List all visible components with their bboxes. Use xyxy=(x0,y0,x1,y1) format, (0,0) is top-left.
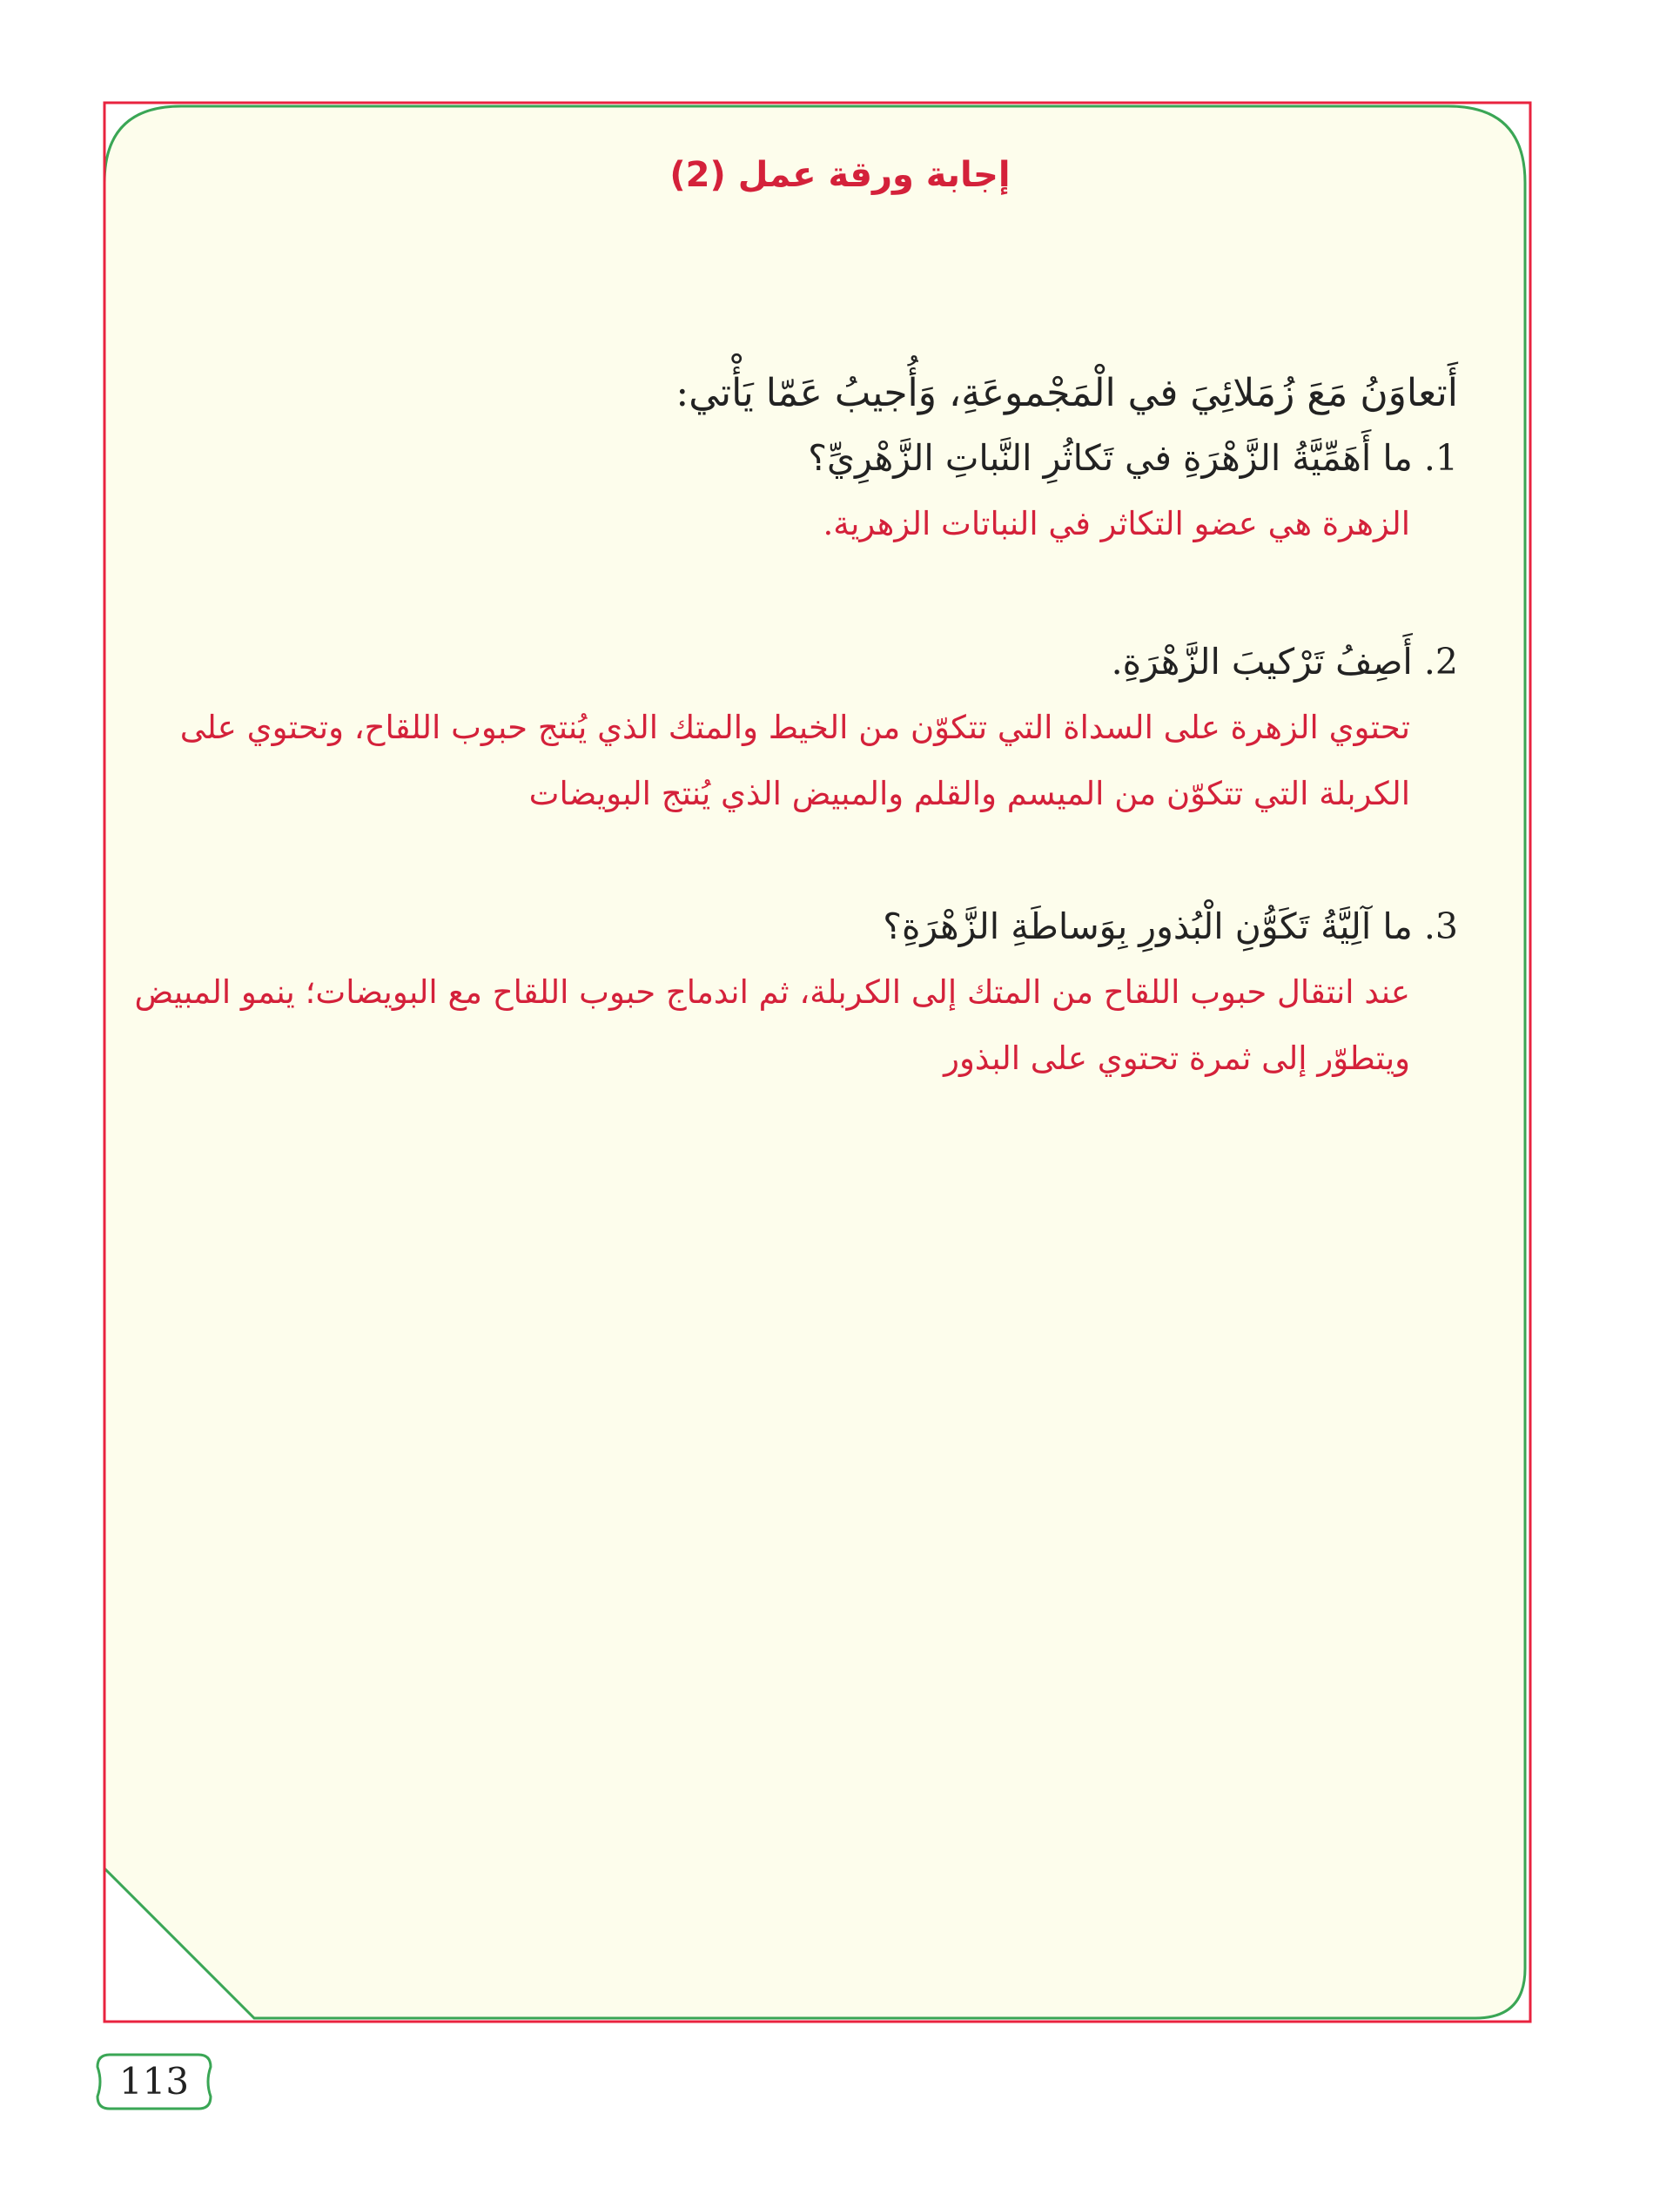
answer-3: عند انتقال حبوب اللقاح من المتك إلى الكربلة، ثم اندماج حبوب اللقاح مع البويضات؛ ينمو المبيض ويتطوّر إلى ثمرة تحتوي على البذور xyxy=(134,973,1410,1077)
answer-2: تحتوي الزهرة على السداة التي تتكوّن من الخيط والمتك الذي يُنتج حبوب اللقاح، وتحتوي على الكربلة التي تتكوّن من الميسم والقلم والمبيض الذي يُنتج البويضات xyxy=(179,709,1410,812)
question-text: أَصِفُ تَرْكيبَ الزَّهْرَةِ. xyxy=(1111,641,1413,683)
question-number: 1. xyxy=(1423,437,1458,479)
question-block-1 xyxy=(122,432,1458,557)
question-text: ما أَهَمِّيَّةُ الزَّهْرَةِ في تَكاثُرِ النَّباتِ الزَّهْرِيِّ؟ xyxy=(808,437,1413,479)
intro-instruction: أَتعاوَنُ مَعَ زُمَلائِيَ في الْمَجْموعَةِ، وَأُجيبُ عَمّا يَأْتي: xyxy=(675,371,1458,415)
question-number: 3. xyxy=(1423,905,1458,947)
worksheet-title: إجابة ورقة عمل (2) xyxy=(669,155,1011,195)
question-block-3 xyxy=(122,900,1458,1092)
question-3 xyxy=(122,900,1458,952)
question-block-2 xyxy=(122,636,1458,827)
answer-1: الزهرة هي عضو التكاثر في النباتات الزهرية. xyxy=(823,505,1410,542)
page-number: 113 xyxy=(118,2060,190,2103)
question-number: 2. xyxy=(1423,641,1458,683)
worksheet-content xyxy=(122,366,1458,1092)
question-text: ما آلِيَّةُ تَكَوُّنِ الْبُذورِ بِوَساطَةِ الزَّهْرَةِ؟ xyxy=(883,905,1413,947)
question-2 xyxy=(122,636,1458,688)
question-1 xyxy=(122,432,1458,484)
